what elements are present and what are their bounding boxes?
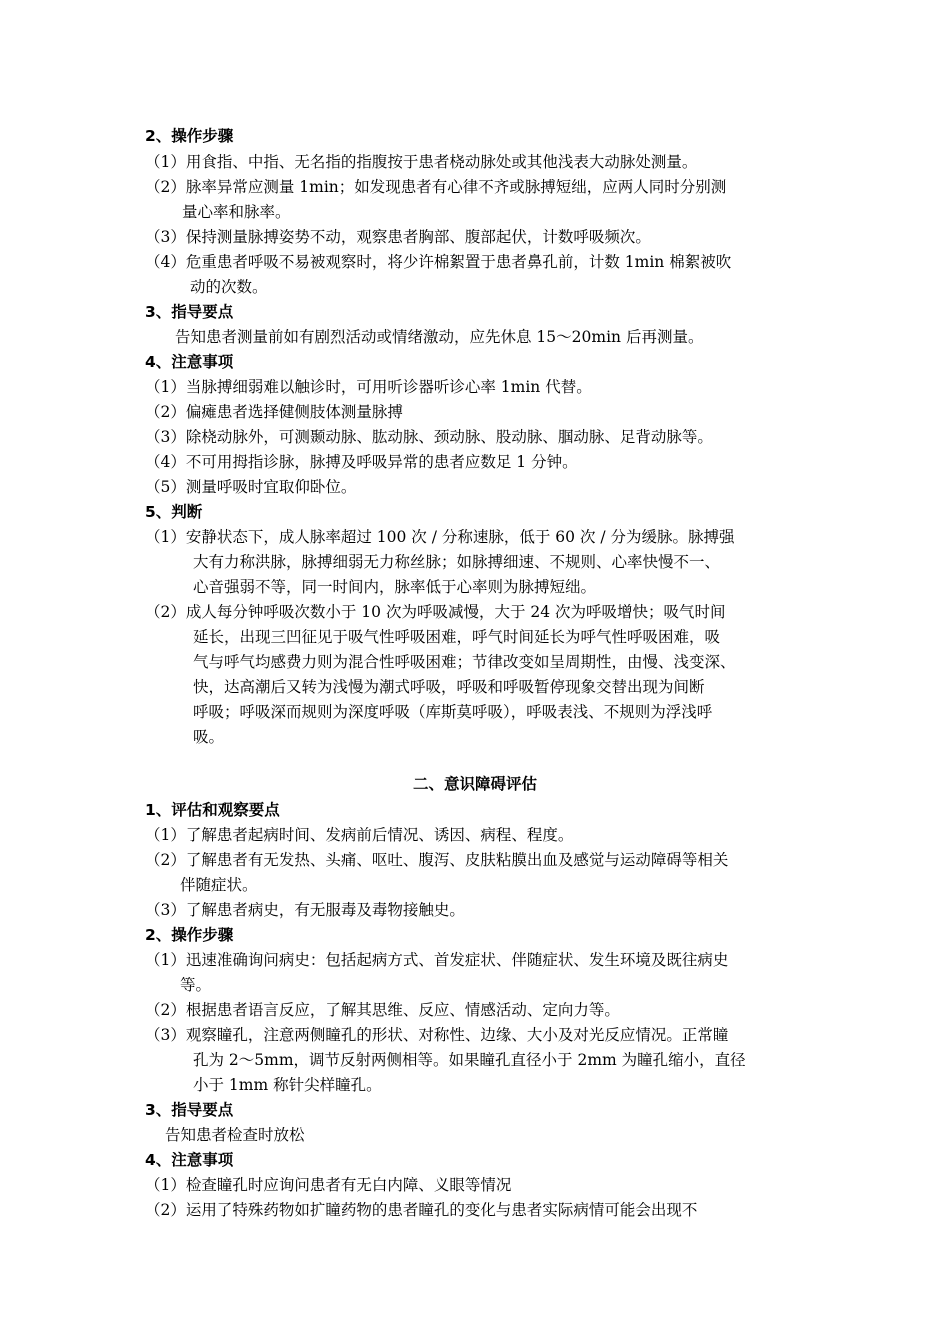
assessment-3: （3）了解患者病史，有无服毒及毒物接触史。	[145, 901, 465, 919]
judgement-2-line-4: 快，达高潮后又转为浅慢为潮式呼吸，呼吸和呼吸暂停现象交替出现为间断	[193, 678, 705, 696]
heading-assessment-points: 1、评估和观察要点	[145, 801, 280, 819]
heading-guidance: 3、指导要点	[145, 303, 234, 321]
assessment-1: （1）了解患者起病时间、发病前后情况、诱因、病程、程度。	[145, 826, 574, 844]
step-2-line-2: 量心率和脉率。	[182, 203, 291, 221]
op-step-1-line-1: （1）迅速准确询问病史：包括起病方式、首发症状、伴随症状、发生环境及既往病史	[145, 951, 729, 969]
assessment-2-line-1: （2）了解患者有无发热、头痛、呕吐、腹泻、皮肤粘膜出血及感觉与运动障碍等相关	[145, 851, 729, 869]
op-step-3-line-3: 小于 1mm 称针尖样瞳孔。	[193, 1076, 382, 1094]
heading-precautions: 4、注意事项	[145, 353, 234, 371]
judgement-2-line-3: 气与呼气均感费力则为混合性呼吸困难；节律改变如呈周期性，由慢、浅变深、	[193, 653, 736, 671]
precaution-1: （1）当脉搏细弱难以触诊时，可用听诊器听诊心率 1min 代替。	[145, 378, 592, 396]
precaution-3: （3）除桡动脉外，可测颞动脉、肱动脉、颈动脉、股动脉、腘动脉、足背动脉等。	[145, 428, 713, 446]
op-step-3-line-1: （3）观察瞳孔，注意两侧瞳孔的形状、对称性、边缘、大小及对光反应情况。正常瞳	[145, 1026, 729, 1044]
op-step-2: （2）根据患者语言反应，了解其思维、反应、情感活动、定向力等。	[145, 1001, 620, 1019]
precaution-2: （2）偏瘫患者选择健侧肢体测量脉搏	[145, 403, 403, 421]
step-1: （1）用食指、中指、无名指的指腹按于患者桡动脉处或其他浅表大动脉处测量。	[145, 153, 698, 171]
precaution-2-1: （1）检查瞳孔时应询问患者有无白内障、义眼等情况	[145, 1176, 512, 1194]
step-4-line-1: （4）危重患者呼吸不易被观察时，将少许棉絮置于患者鼻孔前，计数 1min 棉絮被吹	[145, 253, 732, 271]
step-4-line-2: 动的次数。	[190, 278, 268, 296]
heading-operation-steps-2: 2、操作步骤	[145, 926, 234, 944]
guidance-text: 告知患者测量前如有剧烈活动或情绪激动，应先休息 15～20min 后再测量。	[175, 328, 704, 346]
judgement-2-line-1: （2）成人每分钟呼吸次数小于 10 次为呼吸减慢，大于 24 次为呼吸增快；吸气时间	[145, 603, 726, 621]
precaution-5: （5）测量呼吸时宜取仰卧位。	[145, 478, 357, 496]
heading-operation-steps: 2、操作步骤	[145, 127, 234, 145]
judgement-1-line-3: 心音强弱不等，同一时间内，脉率低于心率则为脉搏短绌。	[193, 578, 597, 596]
judgement-1-line-1: （1）安静状态下，成人脉率超过 100 次 / 分称速脉，低于 60 次 / 分为缓脉。脉搏强	[145, 528, 735, 546]
guidance-text-2: 告知患者检查时放松	[165, 1126, 305, 1144]
heading-judgement: 5、判断	[145, 503, 203, 521]
op-step-1-line-2: 等。	[180, 976, 212, 994]
judgement-1-line-2: 大有力称洪脉，脉搏细弱无力称丝脉；如脉搏细速、不规则、心率快慢不一、	[193, 553, 721, 571]
judgement-2-line-5: 呼吸；呼吸深而规则为深度呼吸（库斯莫呼吸），呼吸表浅、不规则为浮浅呼	[193, 703, 713, 721]
heading-guidance-2: 3、指导要点	[145, 1101, 234, 1119]
assessment-2-line-2: 伴随症状。	[180, 876, 258, 894]
op-step-3-line-2: 孔为 2～5mm，调节反射两侧相等。如果瞳孔直径小于 2mm 为瞳孔缩小，直径	[193, 1051, 746, 1069]
judgement-2-line-2: 延长，出现三凹征见于吸气性呼吸困难，呼气时间延长为呼气性呼吸困难，吸	[193, 628, 721, 646]
judgement-2-line-6: 吸。	[193, 728, 225, 746]
precaution-4: （4）不可用拇指诊脉，脉搏及呼吸异常的患者应数足 1 分钟。	[145, 453, 578, 471]
step-2-line-1: （2）脉率异常应测量 1min；如发现患者有心律不齐或脉搏短绌，应两人同时分别测	[145, 178, 727, 196]
section-title-consciousness: 二、意识障碍评估	[412, 775, 537, 793]
precaution-2-2: （2）运用了特殊药物如扩瞳药物的患者瞳孔的变化与患者实际病情可能会出现不	[145, 1201, 698, 1219]
heading-precautions-2: 4、注意事项	[145, 1151, 234, 1169]
step-3: （3）保持测量脉搏姿势不动，观察患者胸部、腹部起伏，计数呼吸频次。	[145, 228, 651, 246]
